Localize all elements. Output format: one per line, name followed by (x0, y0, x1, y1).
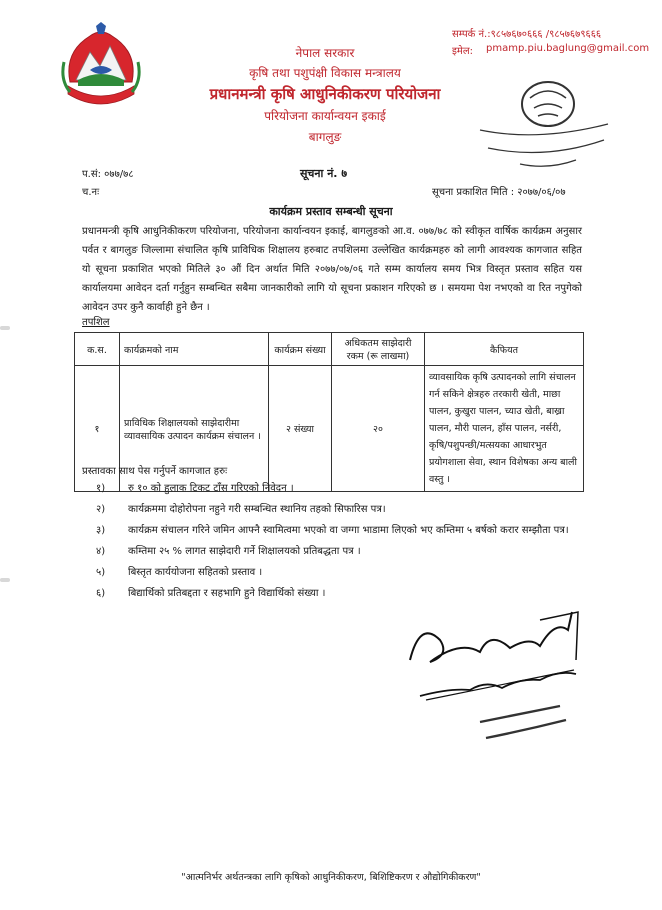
list-item-number: ४) (96, 546, 106, 557)
handwritten-signature (390, 600, 620, 750)
list-item (96, 562, 586, 583)
list-item (96, 541, 586, 562)
cell-program-name: प्राविधिक शिक्षालयको साझेदारीमा व्यावसायिक उत्पादन कार्यक्रम संचालन । (120, 366, 269, 492)
email-label: इमेल: (452, 46, 474, 57)
cell-sn: १ (75, 366, 120, 492)
list-item (96, 520, 586, 541)
punch-hole-mark (0, 578, 10, 582)
cell-share-amount: २० (332, 366, 425, 492)
table-header-row (75, 333, 584, 366)
list-item-text: रु १० को हुलाक टिकट टाँस गरिएको निवेदन । (128, 483, 294, 494)
ministry-name: कृषि तथा पशुपंक्षी विकास मन्त्रालय (249, 66, 401, 80)
govt-name: नेपाल सरकार (295, 46, 355, 60)
list-item-text: बिद्यार्थिको प्रतिबद्दता र सहभागि हुने विद्यार्थिको संख्या । (128, 588, 326, 599)
list-item (96, 499, 586, 520)
nepal-emblem-logo (60, 22, 142, 110)
unit-name: परियोजना कार्यान्वयन इकाई (264, 109, 386, 123)
project-name: प्रधानमन्त्री कृषि आधुनिकीकरण परियोजना (209, 85, 441, 103)
col-header-name: कार्यक्रमको नाम (120, 333, 269, 366)
notice-number: सूचना नं. ७ (300, 167, 348, 180)
notice-body: प्रधानमन्त्री कृषि आधुनिकीकरण परियोजना, परियोजना कार्यान्वयन इकाई, बागलुङको आ.व. ०७७/७८ को स्वीकृत वार्षिक कार्यक्रम अनुसार पर्वत र बागलुङ जिल्लामा संचालित कृषि प्राविधिक शिक्षालय हरुबाट तपशिलमा उल्लेखित कार्यक्रमहरु को लागी आवश्यक कागजात सहित यो सूचना प्रकाशित भएको मितिले ३० औं दिन अर्थात मिति २०७७/०७/०६ गते सम्म कार्यालय समय भित्र विस्तृत प्रस्ताव सहित यस कार्यालयमा आवेदन दर्ता गर्नुहुन सम्बन्धित सबैमा जानकारीको लागि यो सूचना प्रकाशन गरिएको छ । समयमा पेश नभएको वा रित नपुगेको आवेदन उपर कुनै कार्वाही हुने छैन । (82, 226, 582, 313)
list-item (96, 478, 586, 499)
documents-list (96, 478, 586, 604)
dispatch-number: च.नः (82, 187, 100, 198)
email-address: pmamp.piu.baglung@gmail.com (486, 43, 650, 54)
list-item-number: १) (96, 483, 106, 494)
col-header-share: अधिकतम साझेदारी रकम (रू लाखमा) (332, 333, 425, 366)
documents-heading: प्रस्तावका साथ पेस गर्नुपर्ने कागजात हरुः (82, 466, 228, 477)
list-item-number: २) (96, 504, 106, 515)
footer-slogan: "आत्मनिर्भर अर्थतन्त्रका लागि कृषिको आधुनिकीकरण, बिशिष्टिकरण र औद्योगिकीकरण" (181, 872, 481, 883)
col-header-count: कार्यक्रम संख्या (269, 333, 332, 366)
punch-hole-mark (0, 326, 10, 330)
col-header-remark: कैफियत (425, 333, 584, 366)
details-label: तपशिल (82, 317, 110, 328)
list-item-text: कार्यक्रम संचालन गरिने जमिन आफ्नै स्वामित्वमा भएको वा जग्गा भाडामा लिएको भए कम्तिमा ५ बर्षको करार सम्झौता पत्र। (128, 525, 569, 536)
published-date: सूचना प्रकाशित मिति : २०७७/०६/०७ (432, 187, 566, 198)
col-header-sn: क.स. (75, 333, 120, 366)
cell-remark: व्यावसायिक कृषि उत्पादनको लागि संचालन गर्न सकिने क्षेत्रहरु तरकारी खेती, माछा पालन, कुखुरा पालन, च्याउ खेती, बाख्रा पालन, मौरी पालन, हाँस पालन, नर्सरी, कृषि/पशुपन्छी/मत्सयका आधारभुत प्रयोगशाला सेवा, स्थान विशेषका अन्य बाली वस्तु । (425, 366, 584, 492)
notice-subject: कार्यक्रम प्रस्ताव सम्बन्धी सूचना (269, 205, 393, 218)
cell-count: २ संख्या (269, 366, 332, 492)
contact-numbers: सम्पर्क नं.:९८५७६७०६६६ /९८५७६७९६६६ (452, 29, 602, 40)
office-stamp (468, 64, 618, 174)
office-location: बागलुङ (308, 130, 342, 144)
list-item-number: ६) (96, 588, 106, 599)
list-item-text: बिस्तृत कार्ययोजना सहितको प्रस्ताव । (128, 567, 263, 578)
reference-number: प.सं: ०७७/७८ (82, 169, 134, 180)
list-item-number: ३) (96, 525, 106, 536)
list-item-number: ५) (96, 567, 106, 578)
list-item-text: कम्तिमा २५ % लागत साझेदारी गर्ने शिक्षालयको प्रतिबद्धता पत्र । (128, 546, 361, 557)
list-item-text: कार्यक्रममा दोहोरोपना नहुने गरी सम्बन्धित स्थानिय तहको सिफारिस पत्र। (128, 504, 386, 515)
